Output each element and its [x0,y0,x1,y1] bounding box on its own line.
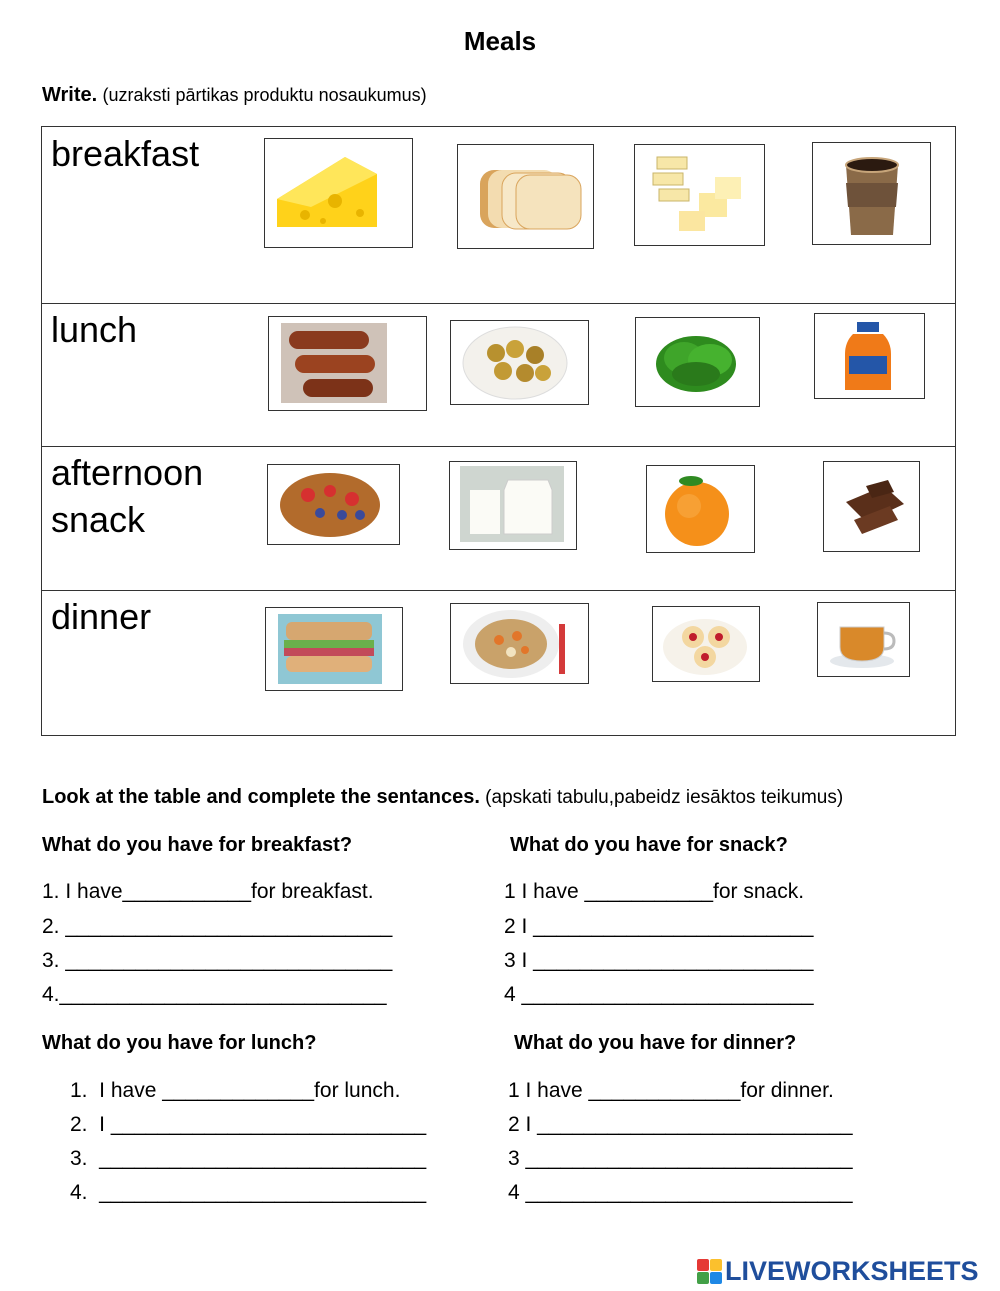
question-snack: What do you have for snack? [510,834,788,856]
question-breakfast: What do you have for breakfast? [42,834,353,856]
logo-text: LIVEWORKSHEETS [725,1255,979,1286]
dinner-row [42,590,955,736]
breakfast-line-2[interactable]: 2. ____________________________ [42,915,393,938]
soup-image [450,603,589,684]
write-instruction [42,84,427,107]
complete-instruction-note: (apskati tabulu,pabeidz iesāktos teikumus) [485,787,844,808]
snack-row [42,446,955,591]
complete-instruction-bold: Look at the table and complete the sentances. [42,786,480,808]
breakfast-row [42,127,955,303]
snack-line-1[interactable]: 1 I have ___________for snack. [504,880,805,903]
snack-line-3[interactable]: 3 I ________________________ [504,949,814,972]
question-lunch: What do you have for lunch? [42,1032,317,1054]
dinner-line-1[interactable]: 1 I have _____________for dinner. [508,1079,834,1102]
cereal-image [267,464,400,545]
meal-label-snack: snack [51,499,146,540]
dinner-line-4[interactable]: 4 ____________________________ [508,1181,853,1204]
butter-image [634,144,765,246]
write-instruction-bold: Write. [42,84,98,106]
bread-image [457,144,594,249]
snack-line-4[interactable]: 4 _________________________ [504,983,814,1006]
breakfast-line-3[interactable]: 3. ____________________________ [42,949,393,972]
lunch-line-2[interactable]: 2. I ___________________________ [70,1113,427,1136]
dinner-line-2[interactable]: 2 I ___________________________ [508,1113,853,1136]
sandwich-image [265,607,403,691]
lunch-line-1[interactable]: 1. I have _____________for lunch. [70,1079,401,1102]
meal-label-lunch: lunch [51,309,138,350]
logo-block-yellow [710,1259,722,1271]
write-instruction-note: (uzraksti pārtikas produktu nosaukumus) [102,85,427,105]
biscuits-image [652,606,760,682]
potatoes-image [450,320,589,405]
coffee-image [812,142,931,245]
tea-image [817,602,910,677]
complete-instruction [42,786,843,809]
meals-table [41,126,956,736]
lunch-line-3[interactable]: 3. ____________________________ [70,1147,427,1170]
meal-label-afternoon: afternoon [51,452,204,493]
liveworksheets-logo[interactable] [697,1254,979,1288]
lunch-line-4[interactable]: 4. ____________________________ [70,1181,427,1204]
cheese-image [264,138,413,248]
logo-blocks-icon [697,1259,722,1284]
juice-image [814,313,925,399]
page-title: Meals [463,26,537,56]
logo-block-blue [710,1272,722,1284]
dinner-line-3[interactable]: 3 ____________________________ [508,1147,853,1170]
logo-block-green [697,1272,709,1284]
meal-label-dinner: dinner [51,596,152,637]
snack-line-2[interactable]: 2 I ________________________ [504,915,814,938]
breakfast-line-1[interactable]: 1. I have___________for breakfast. [42,880,374,903]
chocolate-image [823,461,920,552]
lunch-row [42,303,955,447]
milk-image [449,461,577,550]
lettuce-image [635,317,760,407]
question-dinner: What do you have for dinner? [514,1032,797,1054]
meal-label-breakfast: breakfast [51,133,200,174]
orange-image [646,465,755,553]
logo-block-red [697,1259,709,1271]
sausages-image [268,316,427,411]
breakfast-line-4[interactable]: 4.____________________________ [42,983,387,1006]
